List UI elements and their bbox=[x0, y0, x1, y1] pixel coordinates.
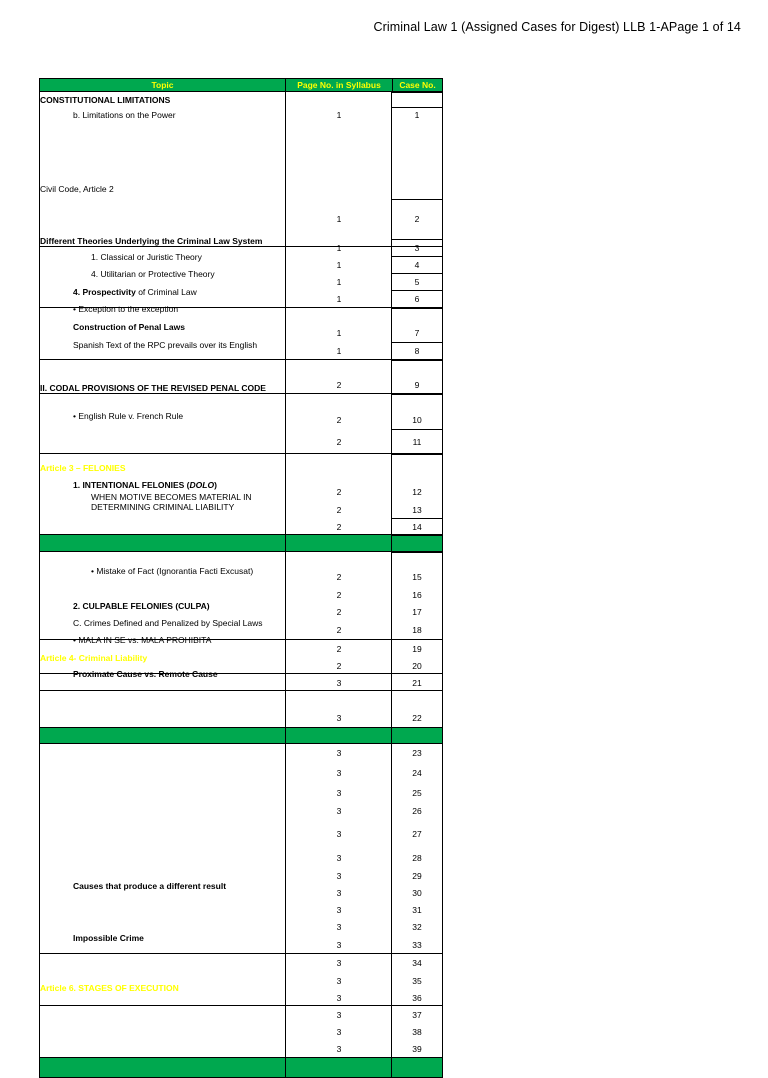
topic-label-art6: Article 6. STAGES OF EXECUTION bbox=[40, 983, 179, 993]
case-number-cell: 6 bbox=[414, 294, 420, 304]
prospectivity-bold: 4. Prospectivity bbox=[73, 287, 136, 297]
page-number-cell: 3 bbox=[336, 905, 342, 915]
page-number-cell: 2 bbox=[336, 572, 342, 582]
case-number-cell: 36 bbox=[412, 993, 422, 1003]
page-number-cell: 3 bbox=[336, 871, 342, 881]
case-number-cell: 11 bbox=[412, 437, 422, 447]
topic-label-limitations-power: b. Limitations on the Power bbox=[73, 110, 176, 120]
cases-table bbox=[39, 78, 443, 1054]
case-number-cell: 23 bbox=[412, 748, 422, 758]
topic-label-proximate: Proximate Cause vs. Remote Cause bbox=[73, 669, 218, 679]
page-number-cell: 3 bbox=[336, 768, 342, 778]
case-number-cell: 17 bbox=[412, 607, 422, 617]
section-header-row bbox=[39, 1058, 443, 1078]
page-number-cell: 1 bbox=[336, 277, 342, 287]
case-number-cell: 29 bbox=[412, 871, 422, 881]
case-number-cell: 33 bbox=[412, 940, 422, 950]
case-number-cell: 27 bbox=[412, 829, 422, 839]
case-number-cell: 35 bbox=[412, 976, 422, 986]
table-header-row bbox=[39, 78, 443, 92]
case-number-cell: 9 bbox=[414, 380, 420, 390]
intentional-text: 1. INTENTIONAL FELONIES ( bbox=[73, 480, 190, 490]
case-number-cell: 7 bbox=[414, 328, 420, 338]
topic-label-spanish: Spanish Text of the RPC prevails over its English bbox=[73, 340, 258, 350]
page-header: Criminal Law 1 (Assigned Cases for Digest) LLB 1-APage 1 of 14 bbox=[373, 20, 741, 34]
page-number-cell: 1 bbox=[336, 214, 342, 224]
case-number-cell: 34 bbox=[412, 958, 422, 968]
case-number-cell: 21 bbox=[412, 678, 422, 688]
page-number-cell: 3 bbox=[336, 993, 342, 1003]
case-number-cell: 26 bbox=[412, 806, 422, 816]
case-number-cell: 38 bbox=[412, 1027, 422, 1037]
page-number-cell: 3 bbox=[336, 806, 342, 816]
page-number-cell: 3 bbox=[336, 958, 342, 968]
page-number-cell: 3 bbox=[336, 748, 342, 758]
topic-label-classical: 1. Classical or Juristic Theory bbox=[91, 252, 202, 262]
case-number-cell: 28 bbox=[412, 853, 422, 863]
case-number-cell: 1 bbox=[414, 110, 420, 120]
section-header-row bbox=[39, 535, 443, 552]
dolo-text: DOLO bbox=[189, 480, 215, 490]
page-number-cell: 2 bbox=[336, 437, 342, 447]
page-number-cell: 2 bbox=[336, 590, 342, 600]
case-number-cell: 5 bbox=[414, 277, 420, 287]
case-number-cell: 18 bbox=[412, 625, 422, 635]
topic-label-exception: • Exception to the exception bbox=[73, 304, 179, 314]
page-number-cell: 2 bbox=[336, 644, 342, 654]
page-number-cell: 2 bbox=[336, 380, 342, 390]
topic-column-header: Topic bbox=[40, 79, 286, 91]
case-number-cell: 24 bbox=[412, 768, 422, 778]
case-number-cell: 15 bbox=[412, 572, 422, 582]
case-cell-border bbox=[391, 107, 443, 200]
topic-label-motive: WHEN MOTIVE BECOMES MATERIAL IN DETERMINING CRIMINAL LIABILITY bbox=[91, 492, 252, 512]
topic-label-theories: Different Theories Underlying the Criminal Law System bbox=[40, 236, 263, 246]
case-cell-border bbox=[391, 92, 443, 108]
column-divider bbox=[285, 728, 286, 743]
column-divider bbox=[285, 1058, 286, 1077]
page-number-cell: 2 bbox=[336, 522, 342, 532]
topic-label-mistake: • Mistake of Fact (Ignorantia Facti Excusat) bbox=[91, 566, 254, 576]
column-divider bbox=[285, 535, 286, 551]
case-number-cell: 32 bbox=[412, 922, 422, 932]
page-number-cell: 2 bbox=[336, 415, 342, 425]
topic-label-art3: Article 3 – FELONIES bbox=[40, 463, 126, 473]
page-number-cell: 2 bbox=[336, 607, 342, 617]
page-number-cell: 3 bbox=[336, 788, 342, 798]
section-header-row bbox=[39, 728, 443, 744]
topic-label-culpable: 2. CULPABLE FELONIES (CULPA) bbox=[73, 601, 210, 611]
page-number-cell: 1 bbox=[336, 346, 342, 356]
case-number-cell: 13 bbox=[412, 505, 422, 515]
page-number-cell: 1 bbox=[336, 294, 342, 304]
page-number-cell: 2 bbox=[336, 661, 342, 671]
page-column-header: Page No. in Syllabus bbox=[286, 79, 393, 91]
topic-label-art4: Article 4- Criminal Liability bbox=[40, 653, 148, 663]
topic-label-constitutional: CONSTITUTIONAL LIMITATIONS bbox=[40, 95, 171, 105]
topic-label-mala: • MALA IN SE vs. MALA PROHIBITA bbox=[73, 635, 212, 645]
page-number-cell: 3 bbox=[336, 853, 342, 863]
topic-label-construction: Construction of Penal Laws bbox=[73, 322, 185, 332]
topic-label-codal: II. CODAL PROVISIONS OF THE REVISED PENAL CODE bbox=[40, 383, 266, 393]
page-number-cell: 2 bbox=[336, 505, 342, 515]
page-number-cell: 1 bbox=[336, 243, 342, 253]
page-number-cell: 3 bbox=[336, 940, 342, 950]
page-number-cell: 1 bbox=[336, 110, 342, 120]
topic-label-english-rule: • English Rule v. French Rule bbox=[73, 411, 184, 421]
page-number-cell: 3 bbox=[336, 713, 342, 723]
page-number-cell: 2 bbox=[336, 625, 342, 635]
topic-label-causes: Causes that produce a different result bbox=[73, 881, 227, 891]
case-number-cell: 3 bbox=[414, 243, 420, 253]
topic-label-civil-code: Civil Code, Article 2 bbox=[40, 184, 114, 194]
case-number-cell: 25 bbox=[412, 788, 422, 798]
intentional-end: ) bbox=[214, 480, 217, 490]
case-number-cell: 31 bbox=[412, 905, 422, 915]
case-column-header: Case No. bbox=[399, 80, 436, 90]
case-number-cell: 2 bbox=[414, 214, 420, 224]
case-number-cell: 8 bbox=[414, 346, 420, 356]
topic-label-prospectivity bbox=[73, 287, 197, 297]
page-number-cell: 3 bbox=[336, 922, 342, 932]
case-number-cell: 14 bbox=[412, 522, 422, 532]
column-divider bbox=[391, 728, 392, 743]
topic-label-crimes-special: C. Crimes Defined and Penalized by Special Laws bbox=[73, 618, 263, 628]
case-number-cell: 10 bbox=[412, 415, 422, 425]
case-number-cell: 37 bbox=[412, 1010, 422, 1020]
case-number-cell: 39 bbox=[412, 1044, 422, 1054]
page-number-cell: 3 bbox=[336, 1010, 342, 1020]
case-number-cell: 12 bbox=[412, 487, 422, 497]
prospectivity-rest: of Criminal Law bbox=[135, 287, 197, 297]
page-number-cell: 3 bbox=[336, 678, 342, 688]
topic-label-utilitarian: 4. Utilitarian or Protective Theory bbox=[91, 269, 215, 279]
case-number-cell: 4 bbox=[414, 260, 420, 270]
page-number-cell: 3 bbox=[336, 888, 342, 898]
page-number-cell: 3 bbox=[336, 1027, 342, 1037]
topic-label-impossible: Impossible Crime bbox=[73, 933, 144, 943]
case-number-cell: 22 bbox=[412, 713, 422, 723]
case-number-cell: 20 bbox=[412, 661, 422, 671]
topic-label-intentional bbox=[73, 480, 217, 490]
case-number-cell: 30 bbox=[412, 888, 422, 898]
page-number-cell: 1 bbox=[336, 328, 342, 338]
page-number-cell: 3 bbox=[336, 829, 342, 839]
case-number-cell: 16 bbox=[412, 590, 422, 600]
column-divider bbox=[391, 1058, 392, 1077]
page-number-cell: 3 bbox=[336, 1044, 342, 1054]
case-number-cell: 19 bbox=[412, 644, 422, 654]
page-number-cell: 3 bbox=[336, 976, 342, 986]
case-cell-border bbox=[391, 535, 443, 553]
page-number-cell: 1 bbox=[336, 260, 342, 270]
page-number-cell: 2 bbox=[336, 487, 342, 497]
